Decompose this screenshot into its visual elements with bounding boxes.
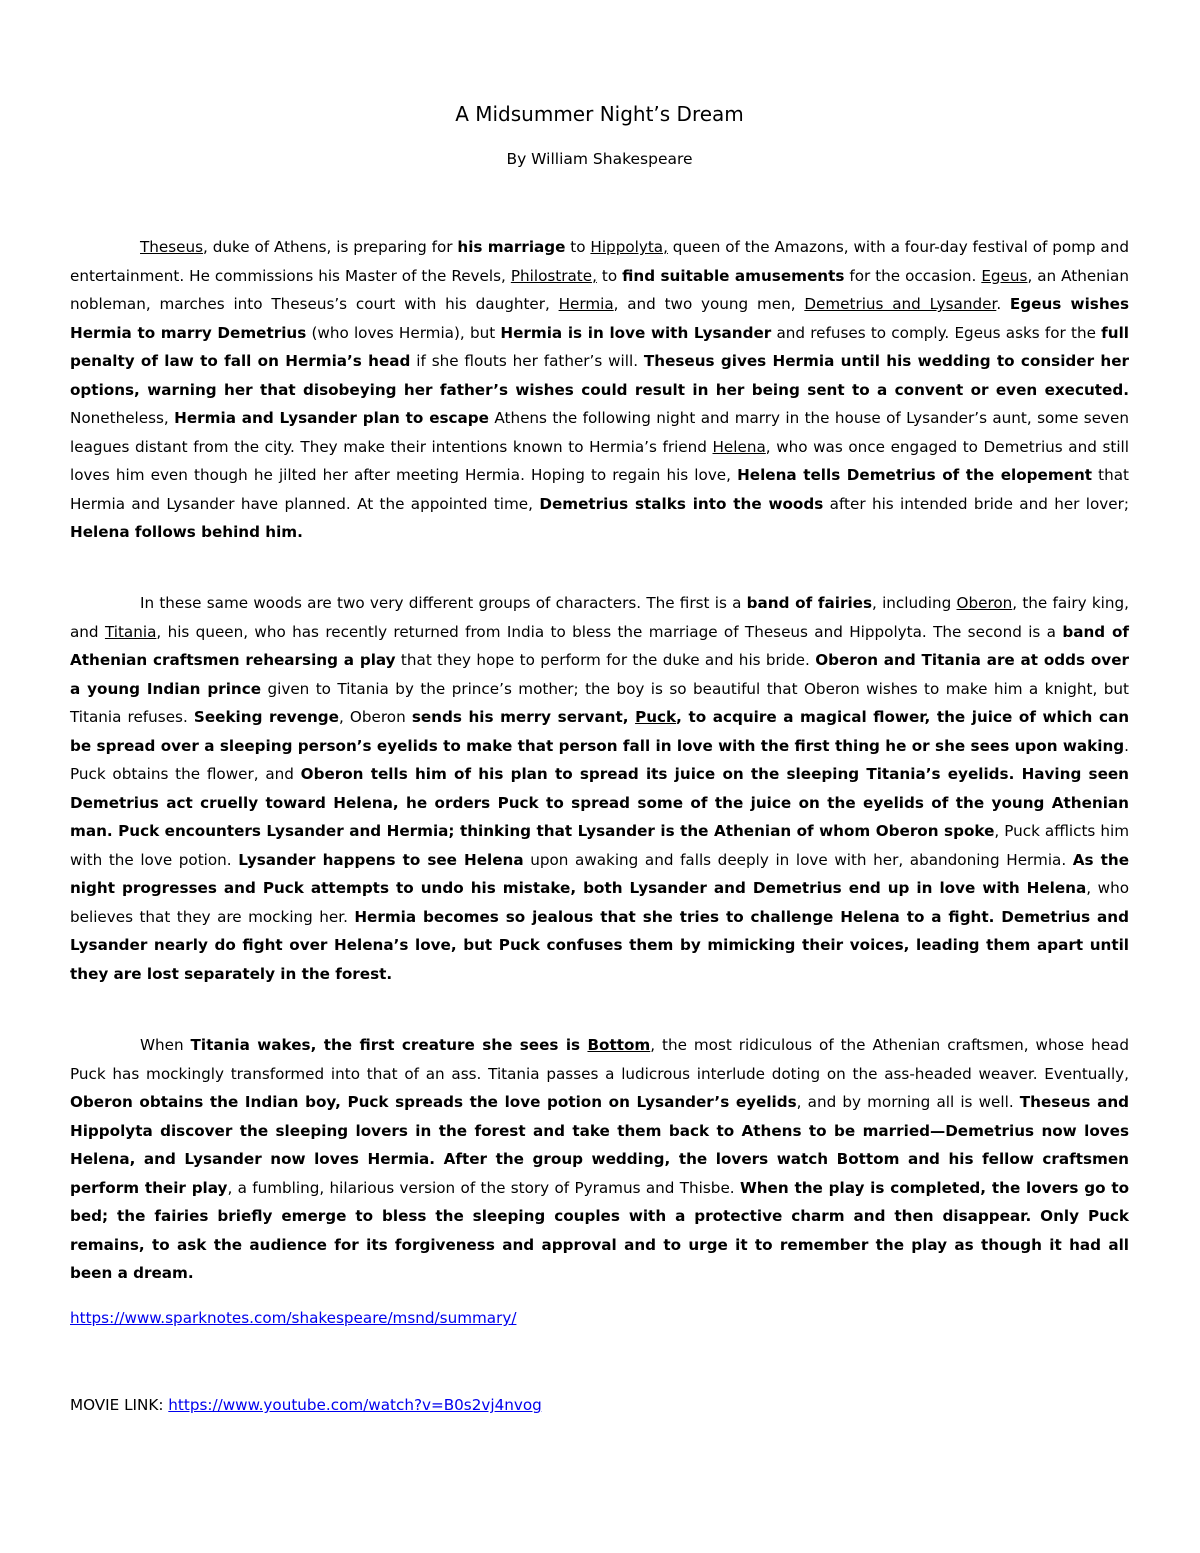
summary-paragraph-3 (70, 1031, 1129, 1288)
text-run: for the occasion. (844, 266, 982, 285)
bold-phrase: Oberon and Titania are at odds over a young Indian prince (70, 651, 1129, 698)
bold-phrase: Seeking revenge (193, 708, 339, 726)
movie-link-label: MOVIE LINK: (70, 1396, 169, 1414)
bold-phrase: Titania wakes, the first creature she sees is (190, 1036, 588, 1054)
text-run: , and by morning all is well. (796, 1093, 1020, 1111)
source-link[interactable]: https://www.sparknotes.com/shakespeare/msnd/summary/ (70, 1309, 517, 1327)
text-run: , and two young men, (613, 295, 805, 313)
text-run: , an Athenian nobleman, marches into Theseus’s court with his daughter, (70, 266, 1129, 313)
text-run: , including (872, 594, 957, 612)
bold-phrase: full penalty of law to fall on Hermia’s head (70, 323, 1129, 370)
bold-phrase: find suitable amusements (622, 266, 845, 285)
text-run: When (140, 1036, 191, 1054)
character-name: Titania (104, 622, 157, 641)
text-run: Nonetheless, (70, 409, 175, 427)
text-run: upon awaking and falls deeply in love with her, abandoning Hermia. (523, 850, 1073, 869)
character-name: Puck (635, 708, 677, 726)
bold-phrase: band of fairies (746, 594, 873, 612)
summary-paragraph-2 (70, 589, 1129, 988)
character-name: Theseus (140, 238, 204, 256)
text-run: to (596, 266, 623, 285)
document-title: A Midsummer Night’s Dream (455, 102, 744, 126)
summary-paragraph-1 (70, 233, 1129, 547)
bold-phrase: sends his merry servant, (411, 708, 636, 726)
text-run: and refuses to comply. Egeus asks for the (771, 323, 1102, 342)
character-name: Oberon (956, 594, 1013, 612)
movie-link[interactable]: https://www.youtube.com/watch?v=B0s2vj4nvog (168, 1396, 542, 1414)
text-run: if she flouts her father’s will. (410, 352, 644, 370)
text-run: In these same woods are two very different groups of characters. The first is a (140, 594, 747, 612)
text-run: , who believes that they are mocking her. (70, 879, 1129, 926)
bold-phrase: Egeus wishes Hermia to marry Demetrius (70, 295, 1129, 342)
bold-phrase: Lysander happens to see Helena (238, 850, 524, 869)
bold-phrase: Helena follows behind him. (70, 523, 303, 541)
character-name: Helena (712, 437, 766, 456)
author-byline: By William Shakespeare (506, 150, 693, 168)
bold-phrase: his marriage (457, 238, 566, 256)
text-run: , Puck afflicts him with the love potion. (70, 822, 1129, 869)
text-run: after his intended bride and her lover; (823, 494, 1129, 513)
text-run: , Oberon (338, 708, 412, 726)
bold-phrase: band of Athenian craftsmen rehearsing a play (70, 622, 1129, 669)
text-run: (who loves Hermia), but (306, 323, 501, 342)
text-run: , duke of Athens, is preparing for (203, 238, 458, 256)
text-run: queen of the Amazons, with a four-day festival of pomp and entertainment. He commissions his Master of the Revels, (70, 238, 1129, 285)
character-name: Hippolyta, (590, 238, 668, 256)
bold-phrase: Theseus gives Hermia until his wedding to consider her options, warning her that disobeying her father’s wishes could result in her being sent to a convent or even executed. (70, 352, 1130, 399)
source-line (70, 1304, 516, 1332)
bold-phrase: Hermia and Lysander plan to escape (174, 409, 489, 427)
bold-phrase: Helena tells Demetrius of the elopement (737, 466, 1093, 484)
bold-phrase: As the night progresses and Puck attempts to undo his mistake, both Lysander and Demetrius end up in love with Helena (70, 850, 1130, 897)
text-run: . Puck obtains the flower, and (70, 736, 1129, 783)
text-run: that they hope to perform for the duke and his bride. (395, 651, 816, 669)
character-name: Egeus (981, 266, 1028, 285)
text-run: , his queen, who has recently returned from India to bless the marriage of Theseus and Hippolyta. The second is a (156, 622, 1063, 641)
bold-phrase: Hermia becomes so jealous that she tries to challenge Helena to a fight. Demetrius and Lysander nearly do fight over Helena’s love, but Puck confuses them by mimicking their voices, leading them apart until they are lost separately in the forest. (70, 907, 1129, 983)
bold-phrase: Oberon obtains the Indian boy, Puck spreads the love potion on Lysander’s eyelids (70, 1093, 797, 1111)
character-name: Demetrius and Lysander (804, 295, 997, 313)
text-run: . (996, 295, 1010, 313)
bold-phrase: Demetrius stalks into the woods (539, 494, 824, 513)
text-run: , the most ridiculous of the Athenian craftsmen, whose head Puck has mockingly transformed into that of an ass. Titania passes a ludicrous interlude doting on the ass-headed weaver. Eventually, (70, 1036, 1129, 1083)
bold-phrase: When the play is completed, the lovers go to bed; the fairies briefly emerge to bless the sleeping couples with a protective charm and then disappear. Only Puck remains, to ask the audience for its forgiveness and approval and to urge it to remember the play as though it had all been a dream. (70, 1178, 1130, 1282)
character-name: Hermia (558, 295, 614, 313)
text-run: that Hermia and Lysander have planned. At the appointed time, (70, 466, 1129, 513)
bold-phrase: , to acquire a magical flower, the juice of which can be spread over a sleeping person’s eyelids to make that person fall in love with the first thing he or she sees upon waking (70, 708, 1130, 755)
bold-phrase: Oberon tells him of his plan to spread its juice on the sleeping Titania’s eyelids. Having seen Demetrius act cruelly toward Helena, he orders Puck to spread some of the juice on the eyelids of the young Athenian man. Puck encounters Lysander and Hermia; thinking that Lysander is the Athenian of whom Oberon spoke (70, 765, 1129, 840)
text-run: , the fairy king, and (70, 594, 1129, 641)
text-run: Athens the following night and marry in the house of Lysander’s aunt, some seven leagues distant from the city. They make their intentions known to Hermia’s friend (70, 409, 1130, 456)
character-name: Philostrate, (510, 266, 597, 285)
movie-line (70, 1391, 542, 1419)
character-name: Bottom (587, 1036, 651, 1054)
bold-phrase: Hermia is in love with Lysander (500, 323, 772, 342)
text-run: , a fumbling, hilarious version of the story of Pyramus and Thisbe. (227, 1178, 740, 1197)
bold-phrase: Theseus and Hippolyta discover the sleeping lovers in the forest and take them back to Athens to be married—Demetrius now loves Helena, and Lysander now loves Hermia. After the group wedding, the lovers watch Bottom and his fellow craftsmen perform their play (70, 1093, 1129, 1197)
text-run: , who was once engaged to Demetrius and still loves him even though he jilted her after meeting Hermia. Hoping to regain his love, (70, 437, 1129, 484)
text-run: given to Titania by the prince’s mother; the boy is so beautiful that Oberon wishes to make him a knight, but Titania refuses. (70, 679, 1129, 726)
text-run: to (565, 238, 591, 256)
